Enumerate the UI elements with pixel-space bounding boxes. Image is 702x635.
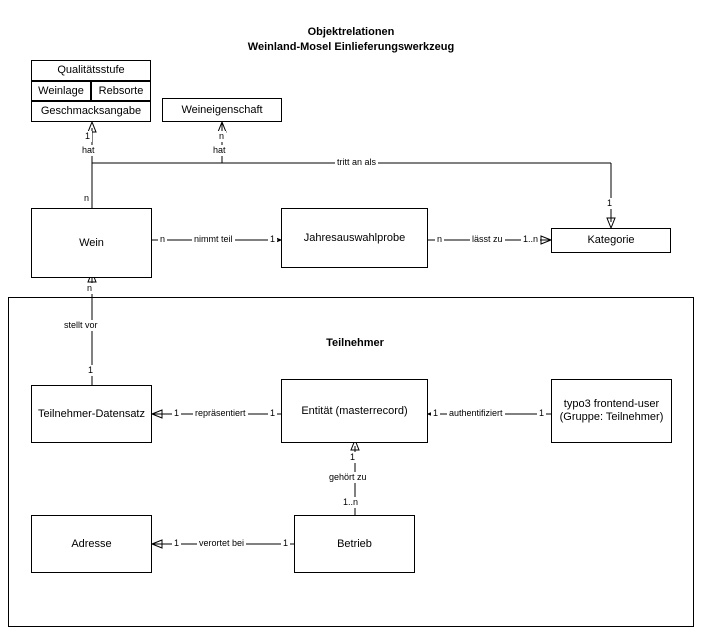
cardinality-wein-geschmack-bottom: n [84, 193, 90, 203]
edge-label-repraesentiert: repräsentiert [195, 408, 246, 418]
cardinality-typo3-left: 1 [539, 408, 545, 418]
box-kategorie[interactable]: Kategorie [551, 228, 671, 253]
box-weineigenschaft[interactable]: Weineigenschaft [162, 98, 282, 122]
cardinality-betrieb-top: 1..n [343, 497, 359, 507]
cardinality-betrieb-left: 1 [283, 538, 289, 548]
cardinality-teilnehmer-datensatz-right: 1 [174, 408, 180, 418]
cardinality-entitaet-bottom: 1 [350, 452, 356, 462]
cardinality-teilnehmer-datensatz-top: 1 [88, 365, 94, 375]
cardinality-entitaet-right: 1 [433, 408, 439, 418]
box-jahresauswahlprobe[interactable]: Jahresauswahlprobe [281, 208, 428, 268]
box-qualitaetsstufe[interactable]: Qualitätsstufe [31, 60, 151, 81]
cardinality-weineigenschaft-bottom: n [219, 131, 225, 141]
box-rebsorte[interactable]: Rebsorte [91, 81, 151, 101]
cardinality-kategorie-left: 1..n [523, 234, 539, 244]
box-typo3-line-2: (Gruppe: Teilnehmer) [559, 411, 664, 423]
cardinality-jahresauswahlprobe-left: 1 [270, 234, 276, 244]
cardinality-jahresauswahlprobe-right: n [437, 234, 443, 244]
box-typo3-line-1: typo3 frontend-user [563, 398, 660, 410]
edge-label-tritt-an-als: tritt an als [337, 157, 377, 167]
edge-label-nimmt-teil: nimmt teil [194, 234, 233, 244]
box-geschmacksangabe[interactable]: Geschmacksangabe [31, 101, 151, 122]
box-weinlage[interactable]: Weinlage [31, 81, 91, 101]
edge-label-hat-left: hat [82, 145, 95, 155]
cardinality-kategorie-top: 1 [607, 198, 613, 208]
cardinality-wein-right: n [160, 234, 166, 244]
page-title-line-1: Objektrelationen [307, 26, 395, 38]
edge-label-gehoert-zu: gehört zu [329, 472, 367, 482]
box-teilnehmer-datensatz[interactable]: Teilnehmer-Datensatz [31, 385, 152, 443]
edge-label-hat-right: hat [213, 145, 226, 155]
cardinality-wein-geschmack-top: 1 [85, 131, 91, 141]
box-adresse[interactable]: Adresse [31, 515, 152, 573]
edge-label-laesst-zu: lässt zu [472, 234, 503, 244]
page-title [0, 25, 702, 55]
edge-label-verortet-bei: verortet bei [199, 538, 245, 548]
cardinality-wein-bottom: n [87, 283, 93, 293]
edge-label-authentifiziert: authentifiziert [449, 408, 503, 418]
cardinality-entitaet-left: 1 [270, 408, 276, 418]
box-betrieb[interactable]: Betrieb [294, 515, 415, 573]
page-title-line-2: Weinland-Mosel Einlieferungswerkzeug [247, 41, 455, 53]
edge-label-stellt-vor: stellt vor [64, 320, 98, 330]
cardinality-adresse-right: 1 [174, 538, 180, 548]
box-entitaet-masterrecord[interactable]: Entität (masterrecord) [281, 379, 428, 443]
box-typo3-frontend-user[interactable] [551, 379, 672, 443]
group-teilnehmer-label: Teilnehmer [326, 337, 384, 349]
box-wein[interactable]: Wein [31, 208, 152, 278]
